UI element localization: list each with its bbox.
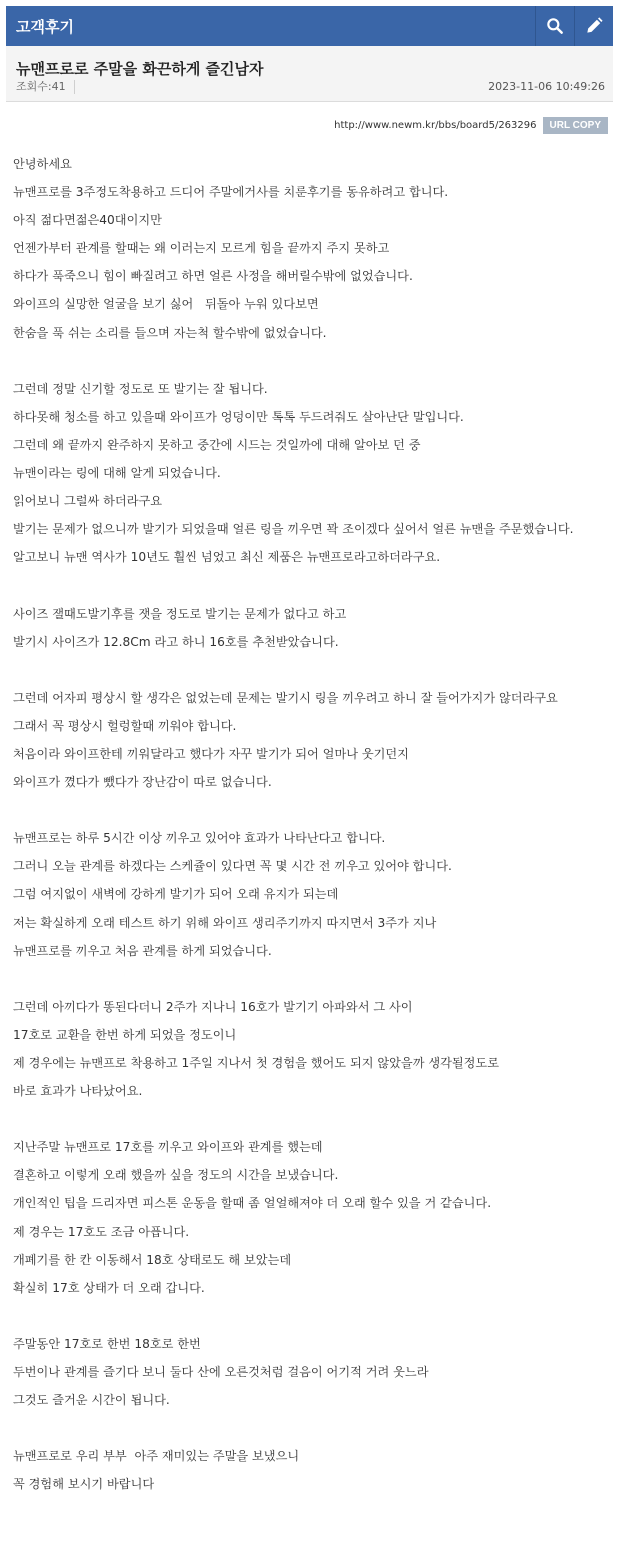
content-line: 한숨을 푹 쉬는 소리를 들으며 자는척 할수밖에 없었습니다. <box>13 325 327 340</box>
content-line: 안녕하세요 <box>13 157 72 171</box>
post-content <box>13 150 609 1499</box>
view-count: 조회수:41 <box>16 80 75 94</box>
content-line: 처음이라 와이프한테 끼워달라고 했다가 자꾸 발기가 되어 얼마나 웃기던지 <box>13 746 409 761</box>
content-line: 하다못해 청소를 하고 있을때 와이프가 엉덩이만 톡톡 두드려줘도 살아난단 말입니다. <box>13 409 464 424</box>
content-line: 알고보니 뉴맨 역사가 10년도 훨씬 넘었고 최신 제품은 뉴맨프로라고하더라구요. <box>13 550 441 565</box>
url-copy-button[interactable]: URL COPY <box>543 117 609 134</box>
content-line: 그것도 즐거운 시간이 됩니다. <box>13 1393 170 1408</box>
content-line: 발기는 문제가 없으니까 발기가 되었을때 얼른 링을 끼우면 꽉 조이겠다 싶어서 얼른 뉴맨을 주문했습니다. <box>13 522 574 537</box>
content-line: 제 경우에는 뉴맨프로 착용하고 1주일 지나서 첫 경험을 했어도 되지 않았을까 생각될정도로 <box>13 1056 499 1070</box>
content-line: 뉴맨프로는 하루 5시간 이상 끼우고 있어야 효과가 나타난다고 합니다. <box>13 831 386 846</box>
content-line: 확실히 17호 상태가 더 오래 갑니다. <box>13 1280 205 1295</box>
content-line: 하다가 푹죽으니 힘이 빠질려고 하면 얼른 사정을 해버릴수밖에 없었습니다. <box>13 269 413 284</box>
content-line: 뉴맨프로로 우리 부부 아주 재미있는 주말을 보냈으니 <box>13 1449 300 1464</box>
content-line: 그러니 오늘 관계를 하겠다는 스케쥴이 있다면 꼭 몇 시간 전 끼우고 있어야 합니다. <box>13 859 452 874</box>
content-line: 와이프가 꼈다가 뺐다가 장난감이 따로 없습니다. <box>13 775 272 790</box>
content-line <box>13 571 609 599</box>
content-line: 개인적인 팁을 드리자면 피스톤 운동을 할때 좀 얼얼해져야 더 오래 할수 있을 거 같습니다. <box>13 1196 492 1211</box>
content-line: 그런데 아끼다가 똥된다더니 2주가 지나니 16호가 발기기 아파와서 그 사이 <box>13 999 413 1014</box>
content-line: 결혼하고 이렇게 오래 했을까 싶을 정도의 시간을 보냈습니다. <box>13 1168 339 1183</box>
content-line: 주말동안 17호로 한번 18호로 한번 <box>13 1336 201 1351</box>
content-line: 발기시 사이즈가 12.8Cm 라고 하니 16호를 추천받았습니다. <box>13 634 339 649</box>
content-line <box>13 347 609 375</box>
pencil-icon <box>584 16 604 36</box>
content-line: 꼭 경험해 보시기 바랍니다 <box>13 1477 155 1492</box>
content-line <box>13 1105 609 1133</box>
post-title: 뉴맨프로로 주말을 화끈하게 즐긴남자 <box>16 60 264 78</box>
post-header <box>6 46 613 102</box>
content-line: 그런데 어자피 평상시 할 생각은 없었는데 문제는 발기시 링을 끼우려고 하니 잘 들어가지가 않더라구요 <box>13 690 558 705</box>
content-line: 그런데 정말 신기할 정도로 또 발기는 잘 됩니다. <box>13 381 268 396</box>
content-line: 와이프의 실망한 얼굴을 보기 싫어 뒤돌아 누워 있다보면 <box>13 297 319 312</box>
content-line: 그럼 여지없이 새벽에 강하게 발기가 되어 오래 유지가 되는데 <box>13 887 339 902</box>
content-line: 뉴맨이라는 링에 대해 알게 되었습니다. <box>13 466 221 481</box>
content-line <box>13 796 609 824</box>
content-line <box>13 656 609 684</box>
content-line <box>13 965 609 993</box>
content-line <box>13 1302 609 1330</box>
post-date: 2023-11-06 10:49:26 <box>488 80 605 93</box>
content-line: 제 경우는 17호도 조금 아픕니다. <box>13 1224 190 1239</box>
content-line: 아직 젊다면젊은40대이지만 <box>13 213 162 228</box>
content-line: 개폐기를 한 칸 이동해서 18호 상태로도 해 보았는데 <box>13 1252 292 1267</box>
content-line: 읽어보니 그럴싸 하더라구요 <box>13 494 163 509</box>
content-line: 두번이나 관계를 즐기다 보니 둘다 산에 오른것처럼 걸음이 어기적 거려 웃느라 <box>13 1365 429 1380</box>
top-header <box>6 6 613 46</box>
url-row <box>334 117 608 134</box>
content-line: 그래서 꼭 평상시 헐렁할때 끼워야 합니다. <box>13 718 237 733</box>
content-line: 뉴맨프로를 끼우고 처음 관계를 하게 되었습니다. <box>13 943 272 958</box>
content-line: 그런데 왜 끝까지 완주하지 못하고 중간에 시드는 것일까에 대해 알아보 던 중 <box>13 437 421 452</box>
content-line: 저는 확실하게 오래 테스트 하기 위해 와이프 생리주기까지 따지면서 3주가 지나 <box>13 915 437 930</box>
content-line: 지난주말 뉴맨프로 17호를 끼우고 와이프와 관계를 했는데 <box>13 1140 323 1155</box>
content-line: 사이즈 잴때도발기후를 잿을 정도로 발기는 문제가 없다고 하고 <box>13 606 347 621</box>
content-line: 17호로 교환을 한번 하게 되었을 정도이니 <box>13 1027 237 1042</box>
content-line: 바로 효과가 나타났어요. <box>13 1084 143 1099</box>
content-line <box>13 1414 609 1442</box>
search-icon <box>545 16 565 36</box>
post-url: http://www.newm.kr/bbs/board5/263296 <box>334 120 537 131</box>
content-line: 뉴맨프로를 3주정도착용하고 드디어 주말에거사를 치룬후기를 동유하려고 합니다. <box>13 185 449 200</box>
search-button[interactable] <box>535 6 574 46</box>
board-title: 고객후기 <box>16 17 74 36</box>
write-button[interactable] <box>574 6 613 46</box>
content-line: 언젠가부터 관계를 할때는 왜 이러는지 모르게 힘을 끝까지 주지 못하고 <box>13 241 390 256</box>
